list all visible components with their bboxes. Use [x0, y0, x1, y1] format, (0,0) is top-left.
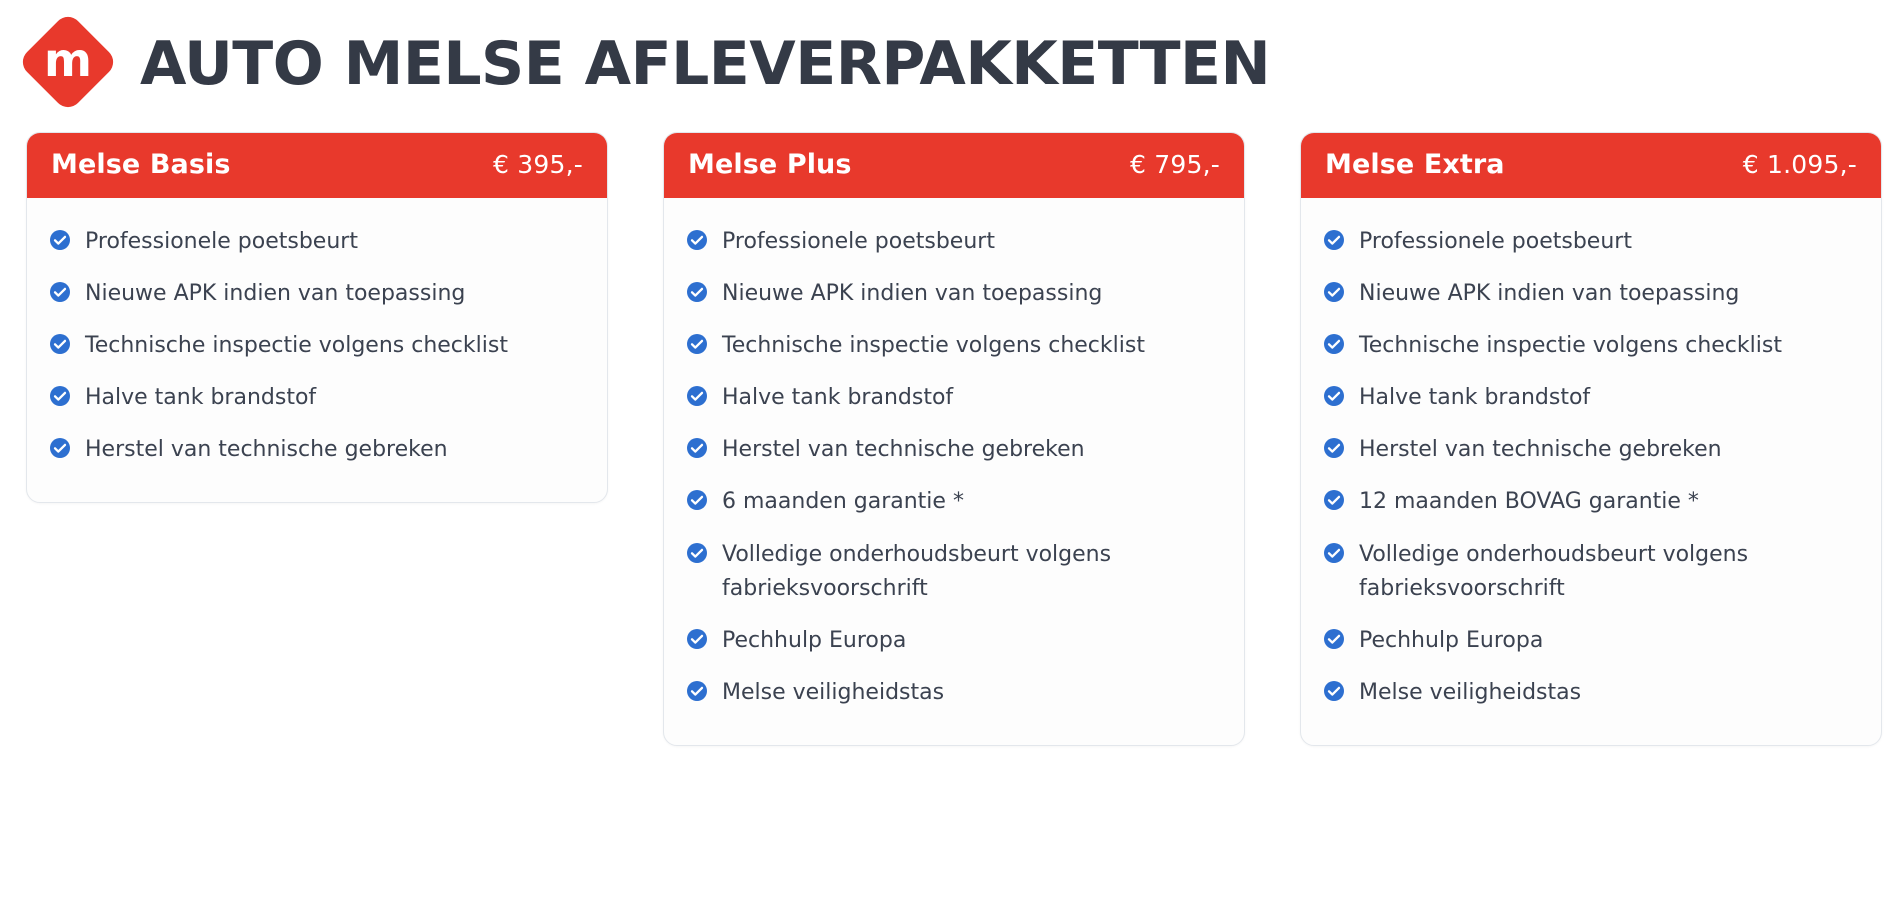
package-name: Melse Plus	[688, 149, 852, 180]
list-item	[1323, 615, 1859, 667]
check-circle-icon	[686, 437, 708, 459]
package-price: € 795,-	[1130, 150, 1220, 179]
logo-letter: m	[44, 33, 92, 87]
check-circle-icon	[49, 281, 71, 303]
check-circle-icon	[686, 542, 708, 564]
check-circle-icon	[1323, 333, 1345, 355]
package-header-basis	[27, 133, 607, 198]
list-item	[686, 667, 1222, 719]
check-circle-icon	[1323, 281, 1345, 303]
package-cards	[0, 110, 1900, 746]
check-circle-icon	[686, 385, 708, 407]
list-item	[686, 372, 1222, 424]
package-header-extra	[1301, 133, 1881, 198]
feature-label: Technische inspectie volgens checklist	[85, 333, 508, 359]
feature-label: 12 maanden BOVAG garantie *	[1359, 489, 1699, 515]
check-circle-icon	[49, 385, 71, 407]
check-circle-icon	[686, 489, 708, 511]
page-header	[0, 0, 1900, 110]
check-circle-icon	[49, 229, 71, 251]
page-title: AUTO MELSE AFLEVERPAKKETTEN	[140, 29, 1271, 99]
check-circle-icon	[686, 628, 708, 650]
feature-label: Volledige onderhoudsbeurt volgens fabrieksvoorschrift	[1359, 541, 1749, 601]
check-circle-icon	[686, 680, 708, 702]
list-item	[686, 615, 1222, 667]
feature-label: Melse veiligheidstas	[722, 679, 945, 705]
check-circle-icon	[1323, 229, 1345, 251]
feature-label: Pechhulp Europa	[722, 627, 907, 653]
check-circle-icon	[686, 333, 708, 355]
check-circle-icon	[1323, 542, 1345, 564]
list-item	[1323, 476, 1859, 528]
list-item	[1323, 268, 1859, 320]
check-circle-icon	[49, 333, 71, 355]
check-circle-icon	[1323, 680, 1345, 702]
feature-label: Herstel van technische gebreken	[85, 437, 448, 463]
feature-label: Melse veiligheidstas	[1359, 679, 1582, 705]
feature-label: Herstel van technische gebreken	[722, 437, 1085, 463]
package-card-extra	[1300, 132, 1882, 746]
package-card-basis	[26, 132, 608, 503]
feature-label: Nieuwe APK indien van toepassing	[1359, 281, 1740, 307]
list-item	[1323, 529, 1859, 615]
feature-label: Halve tank brandstof	[722, 385, 954, 411]
list-item	[1323, 424, 1859, 476]
feature-label: Technische inspectie volgens checklist	[1359, 333, 1782, 359]
list-item	[49, 216, 585, 268]
feature-label: Halve tank brandstof	[1359, 385, 1591, 411]
list-item	[49, 424, 585, 476]
check-circle-icon	[1323, 628, 1345, 650]
package-name: Melse Extra	[1325, 149, 1505, 180]
feature-label: Volledige onderhoudsbeurt volgens fabrieksvoorschrift	[722, 541, 1112, 601]
list-item	[686, 216, 1222, 268]
check-circle-icon	[1323, 385, 1345, 407]
feature-label: 6 maanden garantie *	[722, 489, 964, 515]
check-circle-icon	[49, 437, 71, 459]
list-item	[1323, 667, 1859, 719]
check-circle-icon	[686, 281, 708, 303]
list-item	[686, 529, 1222, 615]
package-header-plus	[664, 133, 1244, 198]
list-item	[686, 320, 1222, 372]
list-item	[49, 268, 585, 320]
feature-label: Professionele poetsbeurt	[722, 229, 995, 254]
feature-list-plus	[664, 198, 1244, 745]
list-item	[686, 268, 1222, 320]
package-price: € 395,-	[493, 150, 583, 179]
package-price: € 1.095,-	[1742, 150, 1857, 179]
list-item	[1323, 216, 1859, 268]
check-circle-icon	[686, 229, 708, 251]
feature-label: Nieuwe APK indien van toepassing	[722, 281, 1103, 307]
feature-label: Technische inspectie volgens checklist	[722, 333, 1145, 359]
feature-list-extra	[1301, 198, 1881, 745]
list-item	[686, 424, 1222, 476]
feature-label: Halve tank brandstof	[85, 385, 317, 411]
list-item	[686, 476, 1222, 528]
feature-label: Professionele poetsbeurt	[85, 229, 358, 254]
list-item	[49, 320, 585, 372]
list-item	[49, 372, 585, 424]
feature-label: Professionele poetsbeurt	[1359, 229, 1632, 254]
feature-label: Pechhulp Europa	[1359, 627, 1544, 653]
feature-label: Nieuwe APK indien van toepassing	[85, 281, 466, 307]
check-circle-icon	[1323, 489, 1345, 511]
check-circle-icon	[1323, 437, 1345, 459]
melse-diamond-logo-icon	[18, 12, 118, 112]
list-item	[1323, 372, 1859, 424]
feature-list-basis	[27, 198, 607, 502]
list-item	[1323, 320, 1859, 372]
package-card-plus	[663, 132, 1245, 746]
feature-label: Herstel van technische gebreken	[1359, 437, 1722, 463]
package-name: Melse Basis	[51, 149, 231, 180]
